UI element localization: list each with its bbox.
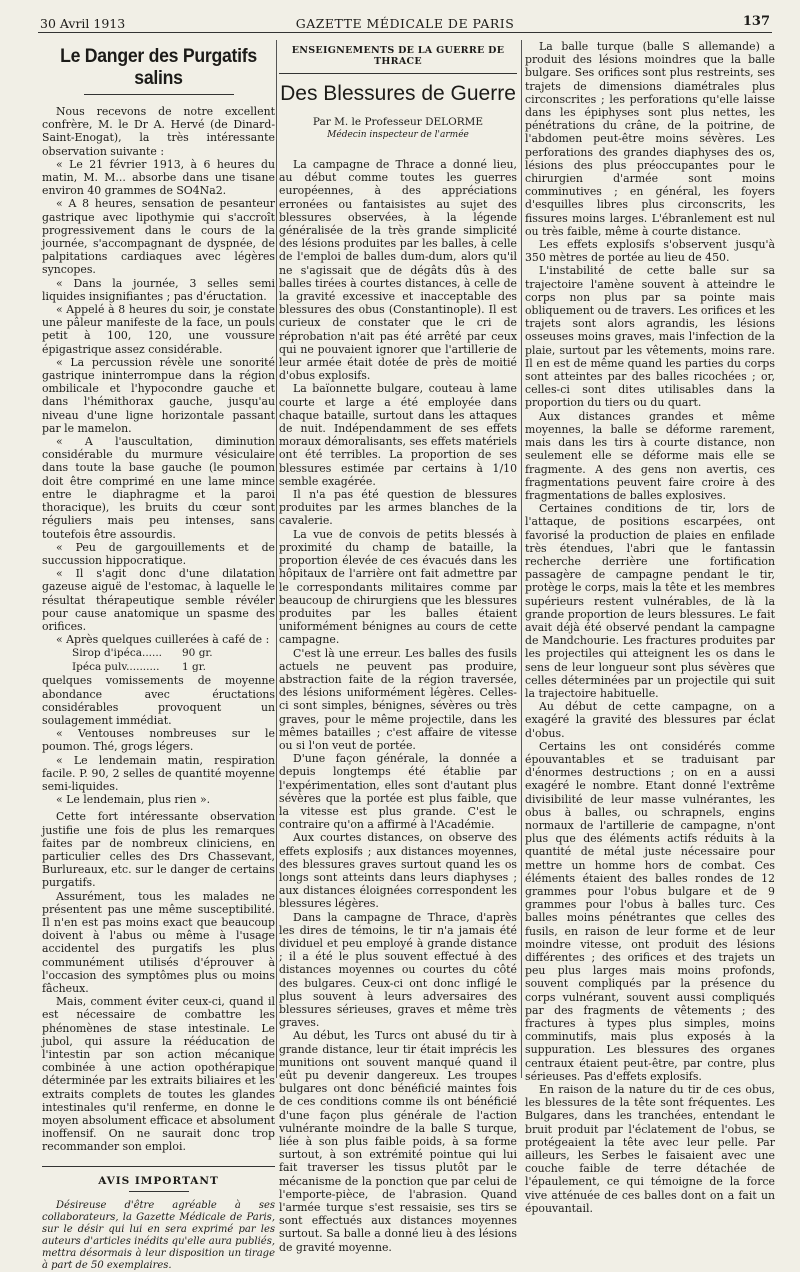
notice-text: Désireuse d'être agréable à ses collaborateurs, la Gazette Médicale de Paris, sur le désir qui lui en sera exprimé par les auteurs d'articles inédits qu'elle aura publiés, mettra désormais à leur disposition un tirage à part de 50 exemplaires. — [42, 1199, 275, 1271]
column-right — [525, 40, 775, 1215]
column-left — [42, 40, 275, 1271]
paragraph: Mais, comment éviter ceux-ci, quand il est nécessaire de combattre les phénomènes de stase intestinale. Le jubol, qui assure la rééducation de l'intestin par son action mécanique combinée à une action opothérapique déterminée par les extraits biliaires et les extraits complets de toutes les glandes intestinales qu'il renferme, en donne le moyen absolument efficace et absolument inoffensif. On ne saurait donc trop recommander son emploi. — [42, 995, 275, 1154]
paragraph: Nous recevons de notre excellent confrère, M. le Dr A. Hervé (de Dinard-Saint-Enogat), la très intéressante observation suivante : — [42, 105, 275, 158]
paragraph: quelques vomissements de moyenne abondance avec éructations considérables provoquent un soulagement immédiat. — [42, 674, 275, 727]
notice-rule — [129, 1191, 189, 1192]
author-role: Médecin inspecteur de l'armée — [327, 130, 469, 140]
paragraph: La campagne de Thrace a donné lieu, au début comme toutes les guerres européennes, à des appréciations erronées ou fantaisistes au sujet des blessures observées, à la légende généralisée de la très grande simplicité des lésions produites par les balles, à celle de l'emploi de balles dum-dum, alors qu'il ne s'agissait que de dégâts dûs à des balles tirées à courtes distances, à celle de la gravité excessive et inacceptable des blessures des obus (Constantinople). Il est curieux de constater que le cri de réprobation n'ait pas été arrêté par ceux qui ne pouvaient ignorer que l'artillerie de leur armée était dotée de près de moitié d'obus explosifs. — [279, 158, 517, 383]
paragraph: Assurément, tous les malades ne présentent pas une même susceptibilité. Il n'en est pas moins exact que beaucoup doivent à l'abus ou même à l'usage accidentel des purgatifs les plus communément utilisés d'éprouver à l'occasion des symptômes plus ou moins fâcheux. — [42, 889, 275, 995]
paragraph: « Dans la journée, 3 selles semi liquides insignifiantes ; pas d'éructation. — [42, 276, 275, 303]
paragraph: La baïonnette bulgare, couteau à lame courte et large a été employée dans chaque bataille, surtout dans les attaques de nuit. Indépendamment de ses effets moraux démoralisants, ses effets matériels ont été terribles. La proportion de ses blessures estimée par certains à 1/10 semble exagérée. — [279, 382, 517, 488]
recipe-name: Ipéca pulv.......... — [72, 660, 160, 673]
column-divider — [276, 40, 277, 1078]
paragraph: La vue de convois de petits blessés à proximité du champ de bataille, la proportion élevée de ces évacués dans les hôpitaux de l'arrière ont fait admettre par le correspondants militaires comme par beaucoup de chirurgiens que les blessures produites par les balles étaient uniformément bénignes au cours de cette campagne. — [279, 527, 517, 647]
title-rule — [84, 94, 234, 95]
paragraph: Certains les ont considérés comme épouvantables et se traduisant par d'énormes destructions ; on en a aussi exagéré le nombre. Etant donné l'extrême divisibilité de leur masse vulnérantes, les obus à balles, ou schrapnels, engins normaux de l'artillerie de campagne, n'ont plus que des éléments actifs réduits à la quantité de métal juste nécessaire pour mettre un homme hors de combat. Ces éléments étaient des balles rondes de 12 grammes pour l'obus bulgare et de 9 grammes pour l'obus à balles turc. Ces balles moins pénétrantes que celles des fusils, en raison de leur forme et de leur moindre vitesse, ont produit des lésions différentes ; des orifices et des trajets un peu plus larges mais moins profonds, souvent compliqués par la présence du corps vulnérant, souvent aussi compliqués par des fragments de vêtements ; des fractures à types plus simples, moins comminutifs, mais plus exposés à la suppuration. Les blessures des organes centraux étaient peut-être, par contre, plus sérieuses. Pas d'effets explosifs. — [525, 739, 775, 1083]
paragraph: « Ventouses nombreuses sur le poumon. Thé, grogs légers. — [42, 727, 275, 754]
notice-title: AVIS IMPORTANT — [98, 1174, 219, 1187]
paragraph: Il n'a pas été question de blessures produites par les armes blanches de la cavalerie. — [279, 488, 517, 528]
article-body-purgatifs — [42, 105, 275, 1154]
paragraph: Au début de cette campagne, on a exagéré la gravité des blessures par éclat d'obus. — [525, 700, 775, 740]
recipe-name: Sirop d'ipéca...... — [72, 647, 163, 660]
page-number: 137 — [742, 14, 770, 29]
notice-box — [42, 1166, 275, 1272]
recipe-line — [72, 647, 275, 660]
recipe-line — [72, 661, 275, 674]
paragraph: Au début, les Turcs ont abusé du tir à grande distance, leur tir était imprécis les munitions ont souvent manqué quand il eût pu devenir dangereux. Les troupes bulgares ont donc bénéficié maintes fois de ces conditions comme ils ont bénéficié d'une façon plus générale de l'action vulnérante moindre de la balle S turque, liée à son plus faible poids, à sa forme surtout, à son extrémité pointue qui lui fait traverser les tissus plutôt par le mécanisme de la ponction que par celui de l'emporte-pièce, de l'abrasion. Quand l'armée turque s'est ressaisie, ses tirs se sont effectués aux distances moyennes surtout. Sa balle a donné lieu à des lésions de gravité moyenne. — [279, 1029, 517, 1254]
paragraph: Les effets explosifs s'observent jusqu'à 350 mètres de portée au lieu de 450. — [525, 238, 775, 265]
paragraph: Cette fort intéressante observation justifie une fois de plus les remarques faites par de nombreux cliniciens, en particulier celles des Drs Chassevant, Burlureaux, etc. sur le danger de certains purgatifs. — [42, 810, 275, 890]
paragraph: Aux courtes distances, on observe des effets explosifs ; aux distances moyennes, des blessures graves surtout quand les os longs sont atteints dans leurs diaphyses ; aux distances éloignées correspondent les blessures légères. — [279, 831, 517, 911]
journal-title: GAZETTE MÉDICALE DE PARIS — [295, 16, 515, 31]
paragraph: D'une façon générale, la donnée a depuis longtemps été établie par l'expérimentation, elles sont d'autant plus sévères que la portée est plus faible, que la vitesse est plus grande. C'est le contraire qu'on a affirmé à l'Académie. — [279, 752, 517, 832]
paragraph: « Le 21 février 1913, à 6 heures du matin, M. M... absorbe dans une tisane environ 40 grammes de SO4Na2. — [42, 157, 275, 198]
article-title-blessures: Des Blessures de Guerre — [279, 73, 517, 106]
column-divider — [521, 40, 522, 1078]
column-middle — [279, 40, 517, 1254]
paragraph: « A l'auscultation, diminution considérable du murmure vésiculaire dans toute la base gauche (le poumon doit être comprimé en une lame mince entre le diaphragme et la paroi thoracique), les bruits du cœur sont réguliers mais peu intenses, sans toutefois être assourdis. — [42, 435, 275, 541]
paragraph: « A 8 heures, sensation de pesanteur gastrique avec lipothymie qui s'accroît progressivement dans le cours de la journée, s'accompagnant de dyspnée, de palpitations cardiaques avec légères syncopes. — [42, 197, 275, 277]
paragraph: « Après quelques cuillerées à café de : — [56, 633, 270, 647]
paragraph: Aux distances grandes et même moyennes, la balle se déforme rarement, mais dans les tirs à courte distance, non seulement elle se déforme mais elle se fragmente. A des gens non avertis, ces fragmentations peuvent faire croire à des fragmentations de balles explosives. — [525, 409, 775, 502]
paragraph: La balle turque (balle S allemande) a produit des lésions moindres que la balle bulgare. Ses orifices sont plus restreints, ses trajets de dimensions diamétrales plus circonscrites ; les perforations qu'elle laisse dans les épiphyses sont plus nettes, les pénétrations du crâne, de la poitrine, de l'abdomen peut-être moins sévères. Les perforations des grandes diaphyses des os, lésions des plus préoccupantes pour le chirurgien d'armée sont moins comminutives ; en général, les foyers d'esquilles libres plus circonscrits, les fissures moins larges. L'ébranlement est nul ou très faible, même à courte distance. — [525, 40, 775, 238]
article-author: Par M. le Professeur DELORME — [312, 116, 484, 128]
paragraph: L'instabilité de cette balle sur sa trajectoire l'amène souvent à atteindre le corps non plus par sa pointe mais obliquement ou de travers. Les orifices et les trajets sont alors agrandis, les lésions osseuses moins graves, mais l'infection de la plaie, surtout par les vêtements, moins rare. Il en est de même quand les parties du corps sont atteintes par des balles ricochées ; or, celles-ci sont dites utilisables dans la proportion du tiers ou du quart. — [525, 264, 775, 410]
section-heading: ENSEIGNEMENTS DE LA GUERRE DE THRACE — [291, 45, 505, 67]
paragraph: C'est là une erreur. Les balles des fusils actuels ne peuvent pas produire, abstraction faite de la région traversée, des lésions uniformément légères. Celles-ci sont simples, bénignes, sévères ou très graves, pour le même projectile, dans les mêmes batailles ; c'est affaire de vitesse ou si l'on veut de portée. — [279, 646, 517, 752]
recipe-qty: 90 gr. — [182, 647, 213, 660]
article-body-blessures — [279, 158, 517, 1254]
paragraph: « Le lendemain matin, respiration facile. P. 90, 2 selles de quantité moyenne semi-liquides. — [42, 753, 275, 793]
header-rule — [38, 32, 772, 33]
paragraph: Certaines conditions de tir, lors de l'attaque, de positions escarpées, ont favorisé la production de plaies en enfilade très étendues, l'abri que le fantassin recherche derrière une fortification passagère de campagne pendant le tir, protège le corps, mais la tête et les membres supérieurs restent vulnérables, de là la grande proportion de leurs blessures. Le fait avait déjà été observé pendant la campagne de Mandchourie. Les fractures produites par les projectiles qui atteignent les os dans le sens de leur longueur sont plus sévères que celles déterminées par un projectile qui suit la trajectoire habituelle. — [525, 502, 775, 700]
paragraph: « Le lendemain, plus rien ». — [56, 793, 211, 807]
recipe-qty: 1 gr. — [182, 660, 206, 673]
paragraph: « Il s'agit donc d'une dilatation gazeuse aiguë de l'estomac, à laquelle le résultat thérapeutique semble révéler pour cause anatomique un spasme des orifices. — [42, 567, 275, 633]
issue-date: 30 Avril 1913 — [40, 16, 126, 31]
paragraph: « La percussion révèle une sonorité gastrique ininterrompue dans la région ombilicale et l'hypocondre gauche et dans l'hémithorax gauche, jusqu'au niveau d'une ligne horizontale passant par le mamelon. — [42, 355, 275, 435]
paragraph: « Peu de gargouillements et de succussion hippocratique. — [42, 540, 275, 567]
paragraph: En raison de la nature du tir de ces obus, les blessures de la tête sont fréquentes. Les Bulgares, dans les tranchées, entendant le bruit produit par l'éclatement de l'obus, se protégeaient la tête avec leur pelle. Par ailleurs, les Serbes le faisaient avec une couche faible de terre détachée de l'épaulement, ce qui témoigne de la force vive atténuée de ces balles dont on a fait un épouvantail. — [525, 1083, 775, 1215]
paragraph: Dans la campagne de Thrace, d'après les dires de témoins, le tir n'a jamais été dividuel et peu employé à grande distance ; il a été le plus souvent effectué à des distances moyennes ou courtes du côté des bulgares. Ceux-ci ont donc infligé le plus souvent à leurs adversaires des blessures sérieuses, graves et même très graves. — [279, 910, 517, 1030]
article-title-purgatifs: Le Danger des Purgatifs salins — [60, 46, 257, 89]
paragraph: « Appelé à 8 heures du soir, je constate une pâleur manifeste de la face, un pouls petit à 100, 120, une voussure épigastrique assez considérable. — [42, 303, 275, 356]
